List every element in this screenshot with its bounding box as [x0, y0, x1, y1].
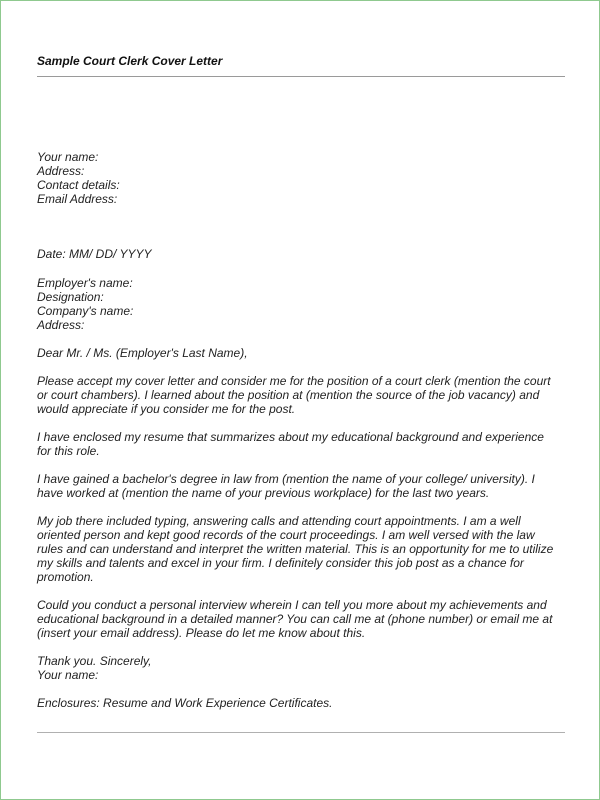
salutation-text: Dear Mr. / Ms. (Employer's Last Name), [37, 346, 248, 360]
paragraph-2 [37, 430, 567, 458]
employer-name-line: Employer's name: [37, 276, 133, 290]
paragraph-line: My job there included typing, answering calls and attending court appointments. I am a well [37, 514, 521, 528]
sender-email-line: Email Address: [37, 192, 118, 206]
paragraph-4 [37, 514, 567, 584]
enclosures-text: Enclosures: Resume and Work Experience Certificates. [37, 696, 333, 710]
sender-name-line: Your name: [37, 150, 99, 164]
date-line: Date: MM/ DD/ YYYY [37, 247, 152, 261]
paragraph-3 [37, 472, 567, 500]
top-divider [37, 76, 565, 77]
sender-block [37, 150, 567, 206]
paragraph-line: educational background in a detailed manner? You can call me at (phone number) or email me at [37, 612, 553, 626]
paragraph-line: Could you conduct a personal interview wherein I can tell you more about my achievements and [37, 598, 547, 612]
paragraph-line: I have gained a bachelor's degree in law from (mention the name of your college/ university). I [37, 472, 535, 486]
paragraph-5 [37, 598, 567, 640]
paragraph-line: oriented person and kept good records of the court proceedings. I am well versed with the law [37, 528, 535, 542]
paragraph-line: would appreciate if you consider me for the post. [37, 402, 296, 416]
paragraph-line: my skills and talents and excel in your firm. I definitely consider this job post as a chance for [37, 556, 524, 570]
paragraph-line: Please accept my cover letter and consider me for the position of a court clerk (mention the court [37, 374, 551, 388]
employer-address-line: Address: [37, 318, 85, 332]
sender-contact-line: Contact details: [37, 178, 120, 192]
paragraph-line: rules and can understand and interpret the written material. This is an opportunity for me to utilize [37, 542, 554, 556]
paragraph-line: for this role. [37, 444, 100, 458]
paragraph-line: (insert your email address). Please do let me know about this. [37, 626, 366, 640]
paragraph-line: have worked at (mention the name of your previous workplace) for the last two years. [37, 486, 490, 500]
employer-block [37, 276, 567, 332]
employer-company-line: Company's name: [37, 304, 134, 318]
sender-address-line: Address: [37, 164, 85, 178]
closing-name-line: Your name: [37, 668, 99, 682]
paragraph-line: promotion. [37, 570, 94, 584]
paragraph-line: or court chambers). I learned about the position at (mention the source of the job vacancy) and [37, 388, 540, 402]
date-block [37, 247, 567, 261]
document-title: Sample Court Clerk Cover Letter [37, 54, 223, 68]
closing-line: Thank you. Sincerely, [37, 654, 152, 668]
paragraph-1 [37, 374, 567, 416]
salutation [37, 346, 567, 360]
enclosures [37, 696, 567, 710]
bottom-divider [37, 732, 565, 733]
employer-designation-line: Designation: [37, 290, 104, 304]
paragraph-line: I have enclosed my resume that summarizes about my educational background and experience [37, 430, 544, 444]
closing-block [37, 654, 567, 682]
